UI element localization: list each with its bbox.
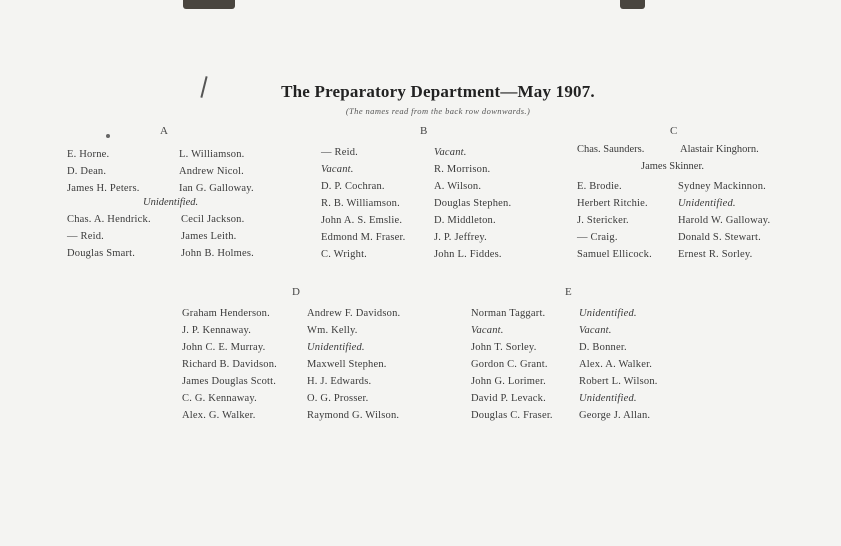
name-entry: Vacant. [579, 325, 612, 336]
ink-dot [106, 134, 110, 138]
name-entry: Vacant. [434, 147, 467, 158]
name-entry: A. Wilson. [434, 181, 482, 192]
name-entry: Graham Henderson. [182, 308, 270, 319]
name-entry: — Reid. [321, 147, 358, 158]
name-entry: John C. E. Murray. [182, 342, 266, 353]
mounting-tab [183, 0, 235, 9]
name-entry: E. Horne. [67, 149, 110, 160]
name-entry: Sydney Mackinnon. [678, 181, 766, 192]
group-c-right [678, 178, 770, 263]
name-entry: C. Wright. [321, 249, 368, 260]
name-entry: E. Brodie. [577, 181, 622, 192]
name-entry: Norman Taggart. [471, 308, 546, 319]
name-entry: Wm. Kelly. [307, 325, 358, 336]
name-entry: Maxwell Stephen. [307, 359, 387, 370]
page-subtitle: (The names read from the back row downwards.) [345, 106, 531, 116]
name-entry: John A. S. Emslie. [321, 215, 403, 226]
name-entry: H. J. Edwards. [307, 376, 372, 387]
group-b-left [321, 144, 405, 263]
name-entry: James Douglas Scott. [182, 376, 277, 387]
group-c-top-right: Alastair Kinghorn. [680, 144, 759, 155]
name-entry: Alex. A. Walker. [579, 359, 653, 370]
name-entry: Vacant. [471, 325, 504, 336]
group-b-right [434, 144, 511, 263]
name-entry: Harold W. Galloway. [678, 215, 771, 226]
name-entry: J. Stericker. [577, 215, 629, 226]
name-entry: Unidentified. [307, 342, 365, 353]
name-entry: Cecil Jackson. [181, 214, 245, 225]
name-entry: Donald S. Stewart. [678, 232, 761, 243]
group-c-top-left: Chas. Saunders. [577, 144, 645, 155]
name-entry: D. Bonner. [579, 342, 627, 353]
group-e-letter: E [565, 286, 573, 298]
name-entry: C. G. Kennaway. [182, 393, 257, 404]
name-entry: J. P. Kennaway. [182, 325, 252, 336]
name-entry: John L. Fiddes. [434, 249, 502, 260]
name-entry: Ian G. Galloway. [179, 183, 254, 194]
group-a-letter: A [160, 125, 169, 137]
group-c-letter: C [670, 125, 678, 137]
name-entry: D. Dean. [67, 166, 107, 177]
name-entry: D. Middleton. [434, 215, 496, 226]
name-entry: Douglas Smart. [67, 248, 136, 259]
name-entry: Vacant. [321, 164, 354, 175]
name-entry: Alex. G. Walker. [182, 410, 256, 421]
name-entry: Robert L. Wilson. [579, 376, 658, 387]
page-title: The Preparatory Department—May 1907. [281, 82, 595, 101]
name-entry: James H. Peters. [67, 183, 140, 194]
mounting-tab [620, 0, 645, 9]
name-entry: Chas. A. Hendrick. [67, 214, 151, 225]
name-entry: Edmond M. Fraser. [321, 232, 406, 243]
name-entry: Andrew F. Davidson. [307, 308, 401, 319]
name-entry: R. Morrison. [434, 164, 491, 175]
name-entry: Herbert Ritchie. [577, 198, 648, 209]
name-entry: Raymond G. Wilson. [307, 410, 400, 421]
name-entry: J. P. Jeffrey. [434, 232, 487, 243]
group-a-left-top [67, 146, 140, 197]
name-entry: Ernest R. Sorley. [678, 249, 753, 260]
name-entry: D. P. Cochran. [321, 181, 385, 192]
group-c-middle: James Skinner. [641, 161, 704, 172]
name-entry: James Leith. [181, 231, 237, 242]
group-a-right-top [179, 146, 254, 197]
name-entry: Unidentified. [579, 308, 637, 319]
group-d-right [307, 305, 400, 424]
group-d-left [182, 305, 277, 424]
name-entry: — Craig. [577, 232, 618, 243]
name-entry: David P. Levack. [471, 393, 546, 404]
name-entry: — Reid. [67, 231, 104, 242]
name-entry: Unidentified. [678, 198, 736, 209]
name-entry: John T. Sorley. [471, 342, 537, 353]
name-entry: John B. Holmes. [181, 248, 255, 259]
name-entry: George J. Allan. [579, 410, 651, 421]
group-e-left [471, 305, 553, 424]
name-entry: Douglas Stephen. [434, 198, 512, 209]
name-entry: John G. Lorimer. [471, 376, 546, 387]
group-e-right [579, 305, 658, 424]
group-a-left-bottom [67, 211, 151, 262]
name-entry: Samuel Ellicock. [577, 249, 652, 260]
name-entry: Richard B. Davidson. [182, 359, 277, 370]
name-entry: Andrew Nicol. [179, 166, 245, 177]
name-entry: R. B. Williamson. [321, 198, 400, 209]
name-entry: L. Williamson. [179, 149, 245, 160]
group-d-letter: D [292, 286, 301, 298]
group-b-letter: B [420, 125, 428, 137]
group-a-right-bottom [181, 211, 254, 262]
group-a-middle: Unidentified. [143, 197, 199, 208]
name-entry: O. G. Prosser. [307, 393, 369, 404]
group-c-left [577, 178, 652, 263]
name-entry: Douglas C. Fraser. [471, 410, 553, 421]
name-entry: Unidentified. [579, 393, 637, 404]
name-entry: Gordon C. Grant. [471, 359, 548, 370]
